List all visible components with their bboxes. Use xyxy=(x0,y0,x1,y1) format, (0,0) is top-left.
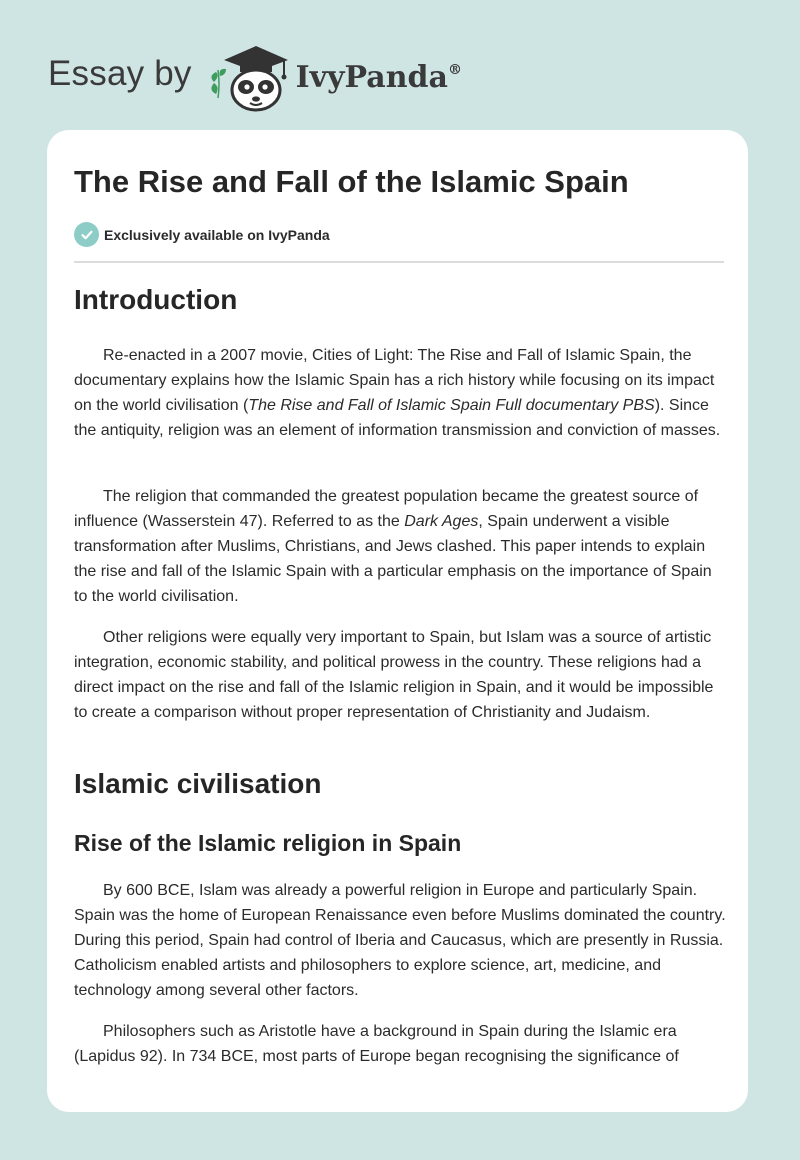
article-card xyxy=(47,130,748,1112)
paragraph: Re-enacted in a 2007 movie, Cities of Light: The Rise and Fall of Islamic Spain, the documentary explains how the Islamic Spain has a rich history while focusing on its impact on the world civilisation (The Rise and Fall of Islamic Spain Full documentary PBS). Since the antiquity, religion was an element of information transmission and conviction of masses. xyxy=(74,347,721,439)
article-title: The Rise and Fall of the Islamic Spain xyxy=(74,164,629,199)
paragraph: Philosophers such as Aristotle have a background in Spain during the Islamic era (Lapidus 92). In 734 BCE, most parts of Europe began recognising the significance of xyxy=(74,1023,679,1065)
subsection-heading-rise: Rise of the Islamic religion in Spain xyxy=(74,830,462,856)
ivy-leaf-icon xyxy=(211,69,226,98)
exclusive-badge xyxy=(74,222,330,247)
brand-prefix: Essay by xyxy=(48,54,192,93)
section-heading-introduction: Introduction xyxy=(74,284,238,315)
section-heading-islamic-civilisation: Islamic civilisation xyxy=(74,768,322,799)
exclusive-label: Exclusively available on IvyPanda xyxy=(104,226,330,243)
brand-name[interactable]: IvyPanda® xyxy=(295,59,462,95)
paragraph: The religion that commanded the greatest population became the greatest source of influence (Wasserstein 47). Referred to as the Dark Ages, Spain underwent a visible transformation after Muslims, Christians, and Jews clashed. This paper intends to explain the rise and fall of the Islamic Spain with a particular emphasis on the importance of Spain to the world civilisation. xyxy=(74,488,712,605)
paragraph: By 600 BCE, Islam was already a powerful religion in Europe and particularly Spain. Spain was the home of European Renaissance even before Muslims dominated the country. During this period, Spain had control of Iberia and Caucasus, which are presently in Russia. Catholicism enabled artists and philosophers to explore science, art, medicine, and technology among several other factors. xyxy=(74,882,726,999)
check-icon xyxy=(74,222,99,247)
brand-header xyxy=(48,36,462,116)
panda-logo-icon[interactable] xyxy=(204,36,300,116)
divider xyxy=(74,261,724,263)
paragraph: Other religions were equally very important to Spain, but Islam was a source of artistic integration, economic stability, and political prowess in the country. These religions had a direct impact on the rise and fall of the Islamic religion in Spain, and it would be impossible to create a comparison without proper representation of Christianity and Judaism. xyxy=(74,629,714,721)
